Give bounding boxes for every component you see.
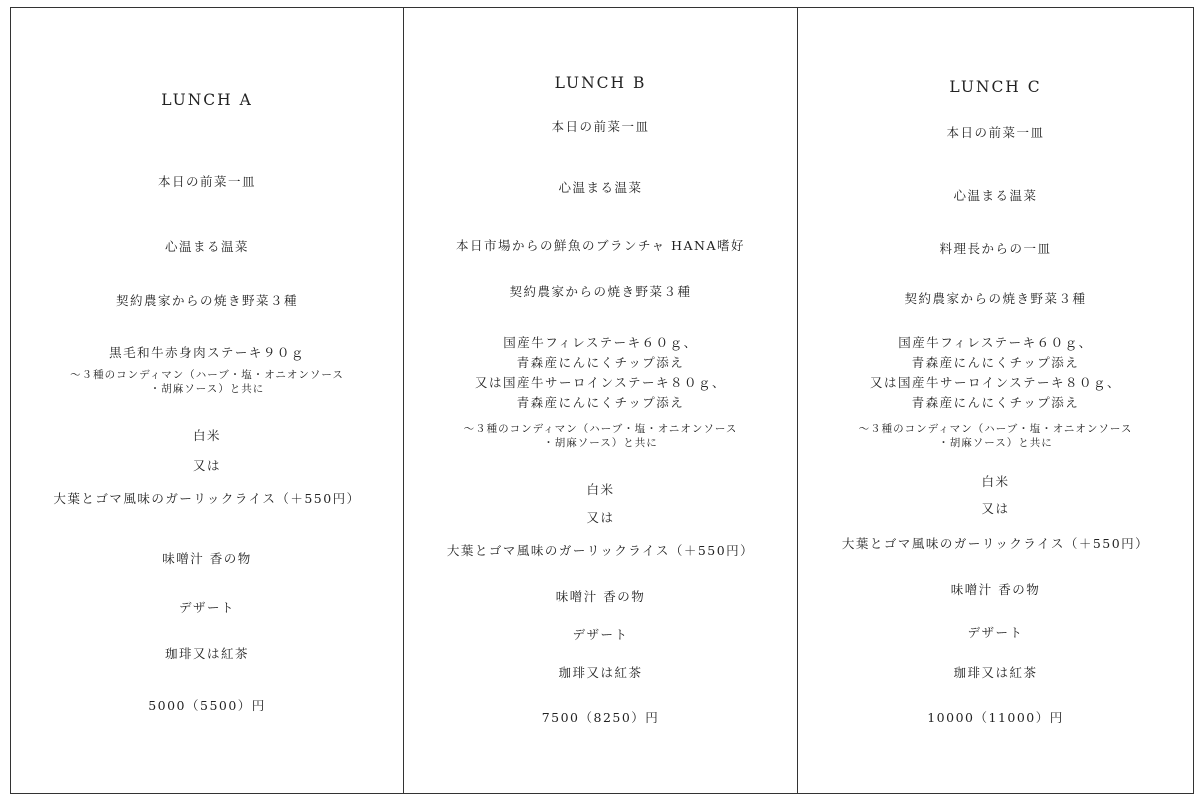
price-text: 10000（11000）円: [927, 710, 1064, 725]
price-text: 5000（5500）円: [148, 698, 266, 713]
condiment-note: ～３種のコンディマン（ハーブ・塩・オニオンソース: [858, 423, 1133, 435]
dessert-item: デザート: [178, 600, 235, 615]
condiment-note: ・胡麻ソース）と共に: [938, 437, 1053, 449]
main-dish-item: 国産牛フィレステーキ６０ｇ、: [898, 335, 1093, 350]
or-text: 又は: [981, 501, 1010, 516]
condiment-note: ・胡麻ソース）と共に: [149, 383, 265, 395]
condiment-note: ～３種のコンディマン（ハーブ・塩・オニオンソース: [463, 423, 738, 435]
warm-dish-item: 心温まる温菜: [164, 239, 249, 254]
vegetables-item: 契約農家からの焼き野菜３種: [509, 284, 692, 299]
rice-item: 白米: [192, 428, 221, 443]
soup-item: 味噌汁 香の物: [950, 582, 1041, 597]
main-dish-item: 国産牛フィレステーキ６０ｇ、: [503, 335, 698, 350]
fish-dish-item: 本日市場からの鮮魚のブランチャ HANA嗜好: [456, 238, 745, 253]
appetizer-item: 本日の前菜一皿: [551, 119, 650, 134]
drink-item: 珈琲又は紅茶: [164, 646, 249, 661]
dessert-item: デザート: [572, 627, 629, 642]
garlic-rice-item: 大葉とゴマ風味のガーリックライス（＋550円）: [446, 543, 755, 558]
soup-item: 味噌汁 香の物: [162, 551, 252, 566]
condiment-note: ・胡麻ソース）と共に: [543, 437, 658, 449]
garlic-rice-item: 大葉とゴマ風味のガーリックライス（＋550円）: [841, 536, 1150, 551]
menu-title: LUNCH B: [554, 74, 647, 92]
vegetables-item: 契約農家からの焼き野菜３種: [115, 293, 298, 308]
lunch-a-column: [11, 0, 403, 803]
or-text: 又は: [586, 510, 615, 525]
drink-item: 珈琲又は紅茶: [953, 665, 1038, 680]
main-dish-item: 青森産にんにくチップ添え: [911, 355, 1080, 370]
warm-dish-item: 心温まる温菜: [558, 180, 643, 195]
chef-dish-item: 料理長からの一皿: [939, 241, 1052, 256]
lunch-b-column: [404, 0, 797, 803]
menu-title: LUNCH C: [949, 78, 1042, 96]
warm-dish-item: 心温まる温菜: [953, 188, 1038, 203]
main-dish-item: 又は国産牛サーロインステーキ８０ｇ、: [474, 375, 726, 390]
rice-item: 白米: [586, 482, 615, 497]
vegetables-item: 契約農家からの焼き野菜３種: [904, 291, 1087, 306]
main-dish-item: 青森産にんにくチップ添え: [911, 395, 1080, 410]
main-dish-item: 又は国産牛サーロインステーキ８０ｇ、: [869, 375, 1121, 390]
lunch-c-column: [798, 0, 1193, 803]
drink-item: 珈琲又は紅茶: [558, 665, 643, 680]
main-dish-item: 青森産にんにくチップ添え: [516, 395, 685, 410]
condiment-note: ～３種のコンディマン（ハーブ・塩・オニオンソース: [70, 369, 344, 381]
appetizer-item: 本日の前菜一皿: [946, 125, 1045, 140]
garlic-rice-item: 大葉とゴマ風味のガーリックライス（＋550円）: [53, 491, 361, 506]
main-dish-item: 青森産にんにくチップ添え: [516, 355, 685, 370]
appetizer-item: 本日の前菜一皿: [157, 174, 256, 189]
rice-item: 白米: [981, 474, 1010, 489]
price-text: 7500（8250）円: [541, 710, 660, 725]
or-text: 又は: [192, 458, 221, 473]
dessert-item: デザート: [967, 625, 1024, 640]
main-dish-item: 黒毛和牛赤身肉ステーキ９０ｇ: [109, 345, 305, 360]
soup-item: 味噌汁 香の物: [555, 589, 646, 604]
menu-title: LUNCH A: [161, 91, 253, 109]
